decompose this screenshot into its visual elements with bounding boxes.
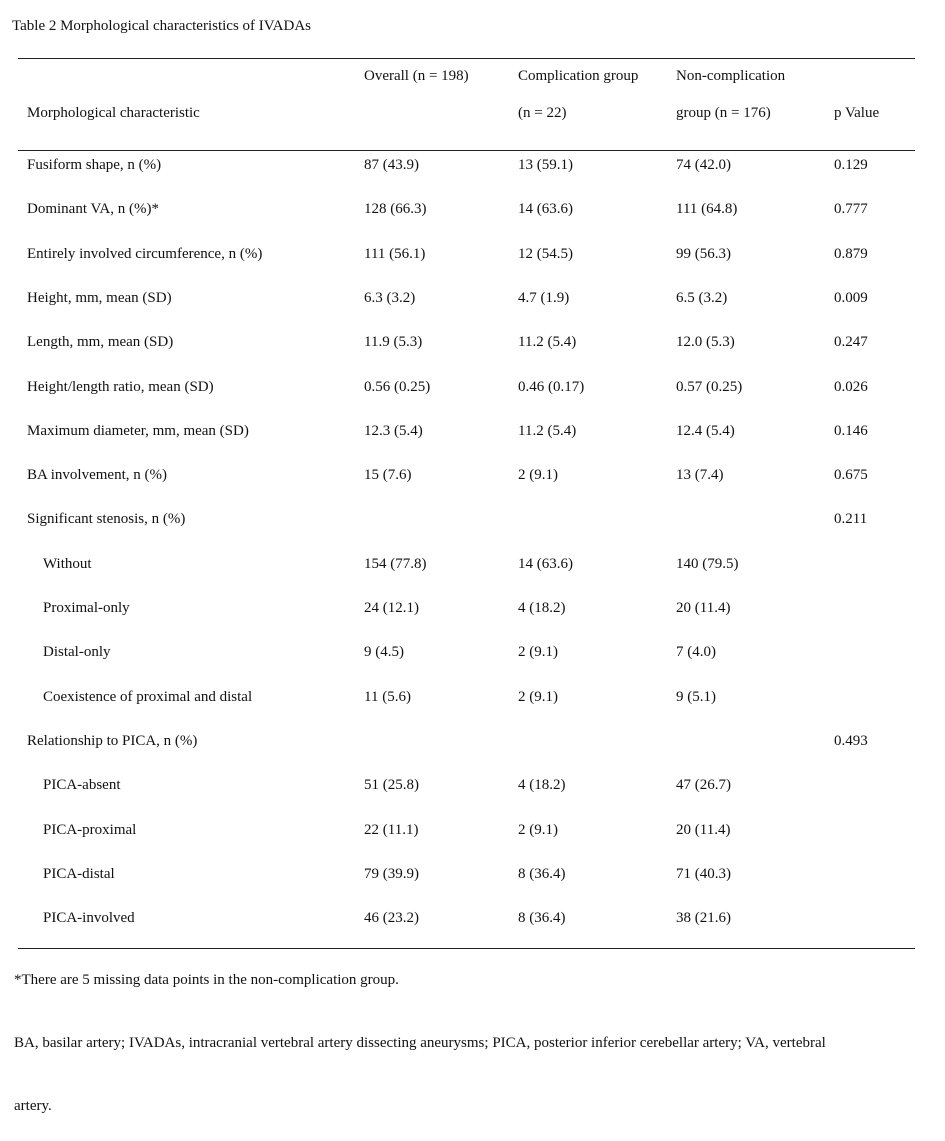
row-overall: 87 (43.9): [364, 157, 419, 173]
table-caption: Table 2 Morphological characteristics of IVADAs: [12, 18, 312, 34]
row-noncomplication: 20 (11.4): [676, 821, 731, 838]
table-row: [0, 773, 945, 817]
table-row: [0, 818, 945, 862]
row-label: Height, mm, mean (SD): [27, 289, 172, 306]
row-overall: 22 (11.1): [364, 821, 419, 838]
row-overall: 6.3 (3.2): [364, 289, 416, 306]
row-complication: 2 (9.1): [518, 688, 558, 705]
row-overall: 46 (23.2): [364, 910, 419, 927]
row-pvalue: 0.129: [834, 157, 868, 173]
row-overall: 15 (7.6): [364, 467, 412, 484]
row-overall: 24 (12.1): [364, 600, 419, 616]
header-noncomplication-line1: Non-complication: [676, 68, 786, 84]
row-complication: 2 (9.1): [518, 644, 558, 661]
row-noncomplication: 47 (26.7): [676, 777, 731, 794]
row-label: PICA-proximal: [43, 821, 137, 838]
row-noncomplication: 9 (5.1): [676, 688, 716, 705]
row-complication: 4 (18.2): [518, 600, 566, 616]
row-label: Coexistence of proximal and distal: [43, 688, 253, 705]
header-complication-line2: (n = 22): [518, 105, 567, 121]
row-noncomplication: 13 (7.4): [676, 467, 724, 484]
row-overall: 0.56 (0.25): [364, 378, 431, 395]
header-characteristic: [27, 95, 200, 132]
row-label: Length, mm, mean (SD): [27, 334, 174, 351]
row-pvalue: 0.009: [834, 289, 868, 306]
row-label: Fusiform shape, n (%): [27, 157, 162, 173]
table-row: [0, 596, 945, 640]
row-overall: 154 (77.8): [364, 555, 427, 572]
row-complication: 8 (36.4): [518, 910, 566, 927]
row-label: PICA-involved: [43, 910, 135, 927]
row-noncomplication: 111 (64.8): [676, 201, 738, 218]
table-row: [0, 197, 945, 241]
row-label: Proximal-only: [43, 600, 130, 616]
row-pvalue: 0.879: [834, 245, 868, 262]
row-overall: 79 (39.9): [364, 865, 419, 882]
table-row: [0, 286, 945, 330]
row-pvalue: 0.247: [834, 334, 868, 351]
table-row: [0, 507, 945, 551]
row-label: Dominant VA, n (%)*: [27, 201, 159, 218]
row-label: Maximum diameter, mm, mean (SD): [27, 422, 249, 439]
row-overall: 128 (66.3): [364, 201, 427, 218]
row-pvalue: 0.675: [834, 467, 868, 484]
table-header-rule: [18, 150, 915, 151]
row-label: Distal-only: [43, 644, 111, 661]
footnote: *There are 5 missing data points in the non-complication group.: [14, 972, 399, 988]
table-row: [0, 685, 945, 729]
header-overall-label: Overall (n = 198): [364, 68, 469, 84]
row-complication: 2 (9.1): [518, 821, 558, 838]
row-noncomplication: 38 (21.6): [676, 910, 731, 927]
row-complication: 14 (63.6): [518, 555, 573, 572]
header-complication: [518, 58, 638, 132]
row-complication: 4 (18.2): [518, 777, 566, 794]
row-noncomplication: 12.4 (5.4): [676, 422, 735, 439]
header-pvalue: [834, 95, 879, 132]
row-noncomplication: 74 (42.0): [676, 157, 731, 173]
row-overall: 51 (25.8): [364, 777, 419, 794]
row-complication: 0.46 (0.17): [518, 378, 585, 395]
row-noncomplication: 20 (11.4): [676, 600, 731, 616]
row-complication: 8 (36.4): [518, 865, 566, 882]
row-label: PICA-absent: [43, 777, 121, 794]
row-complication: 4.7 (1.9): [518, 289, 570, 306]
table-row: [0, 552, 945, 596]
row-pvalue: 0.211: [834, 511, 868, 528]
row-overall: 9 (4.5): [364, 644, 404, 661]
header-complication-line1: Complication group: [518, 68, 639, 84]
row-complication: 14 (63.6): [518, 201, 573, 218]
row-noncomplication: 99 (56.3): [676, 245, 731, 262]
row-noncomplication: 12.0 (5.3): [676, 334, 735, 351]
row-pvalue: 0.493: [834, 732, 868, 749]
table-row: [0, 419, 945, 463]
row-complication: 11.2 (5.4): [518, 422, 577, 439]
row-label: PICA-distal: [43, 865, 115, 882]
row-noncomplication: 0.57 (0.25): [676, 378, 743, 395]
row-label: Height/length ratio, mean (SD): [27, 378, 214, 395]
table-row: [0, 906, 945, 950]
abbreviations-line1: BA, basilar artery; IVADAs, intracranial vertebral artery dissecting aneurysms; PICA, posterior inferior cerebellar artery; VA, vertebral: [14, 1035, 826, 1051]
abbreviations-line2: artery.: [14, 1098, 52, 1114]
table-row: [0, 375, 945, 419]
table-row: [0, 640, 945, 684]
table-row: [0, 463, 945, 507]
row-noncomplication: 7 (4.0): [676, 644, 716, 661]
row-overall: 11.9 (5.3): [364, 334, 423, 351]
table-bottom-rule: [18, 948, 915, 949]
header-noncomplication-line2: group (n = 176): [676, 105, 771, 121]
row-pvalue: 0.026: [834, 378, 868, 395]
row-label: Relationship to PICA, n (%): [27, 732, 198, 749]
table-row: [0, 330, 945, 374]
row-overall: 12.3 (5.4): [364, 422, 423, 439]
table-row: [0, 242, 945, 286]
row-label: Significant stenosis, n (%): [27, 511, 186, 528]
header-pvalue-label: p Value: [834, 105, 880, 121]
table-row: [0, 153, 945, 197]
table-row: [0, 729, 945, 773]
row-noncomplication: 140 (79.5): [676, 555, 739, 572]
row-pvalue: 0.777: [834, 201, 868, 218]
header-characteristic-label: Morphological characteristic: [27, 105, 200, 121]
row-complication: 11.2 (5.4): [518, 334, 577, 351]
row-pvalue: 0.146: [834, 422, 868, 439]
row-noncomplication: 6.5 (3.2): [676, 289, 728, 306]
row-label: Without: [43, 555, 92, 572]
row-complication: 13 (59.1): [518, 157, 573, 173]
header-noncomplication: [676, 58, 785, 132]
row-complication: 2 (9.1): [518, 467, 558, 484]
table-row: [0, 862, 945, 906]
row-label: BA involvement, n (%): [27, 467, 167, 484]
row-overall: 11 (5.6): [364, 688, 411, 705]
row-noncomplication: 71 (40.3): [676, 865, 731, 882]
row-overall: 111 (56.1): [364, 245, 426, 262]
header-overall: [364, 58, 469, 95]
row-complication: 12 (54.5): [518, 245, 573, 262]
row-label: Entirely involved circumference, n (%): [27, 245, 263, 262]
